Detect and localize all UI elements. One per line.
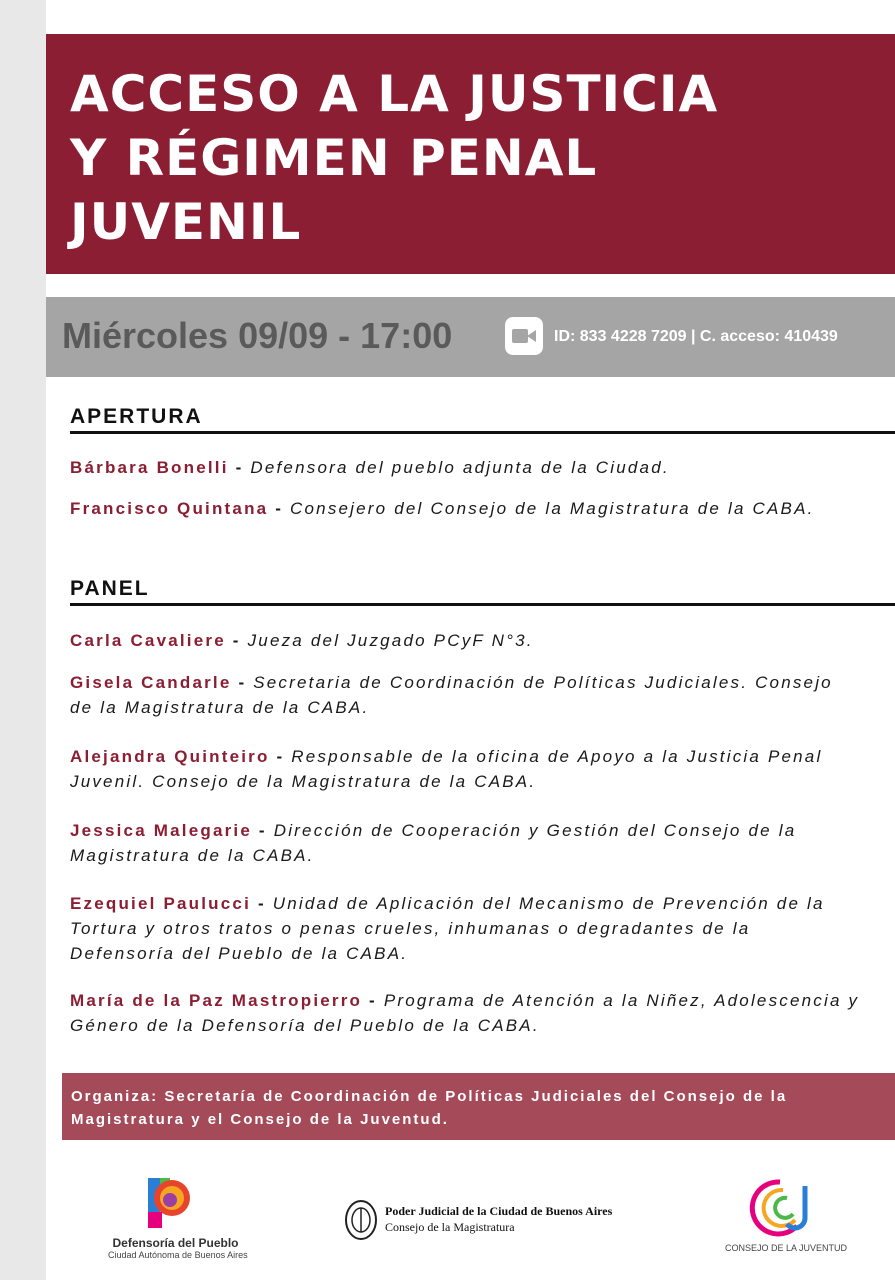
speaker-name: Ezequiel Paulucci: [70, 894, 252, 913]
speaker-name: Carla Cavaliere: [70, 631, 226, 650]
speaker-name: Alejandra Quinteiro: [70, 747, 270, 766]
section-heading-panel: PANEL: [70, 577, 895, 606]
speaker-name: Francisco Quintana: [70, 499, 269, 518]
speaker-role: Programa de Atención a la Niñez, Adolescencia y Género de la Defensoría del Pueblo de la CABA.: [70, 991, 860, 1035]
speaker-role: Unidad de Aplicación del Mecanismo de Prevención de la Tortura y otros tratos o penas crueles, inhumanas o degradantes de la Defensoría del Pueblo de la CABA.: [70, 894, 825, 963]
speaker-role: Responsable de la oficina de Apoyo a la Justicia Penal Juvenil. Consejo de la Magistratura de la CABA.: [70, 747, 823, 791]
title-line-2: Y RÉGIMEN PENAL: [70, 129, 598, 187]
speaker-entry: Jessica Malegarie - Dirección de Cooperación y Gestión del Consejo de la Magistratura de la CABA.: [70, 821, 797, 865]
speaker-name: Bárbara Bonelli: [70, 458, 229, 477]
speaker-role: Secretaria de Coordinación de Políticas Judiciales. Consejo de la Magistratura de la CABA.: [70, 673, 833, 717]
event-date-time: Miércoles 09/09 - 17:00: [62, 315, 453, 356]
poder-judicial-subtitle: Consejo de la Magistratura: [385, 1220, 515, 1234]
speaker-role: Defensora del pueblo adjunta de la Ciudad.: [250, 458, 670, 477]
coat-of-arms-icon: [343, 1196, 379, 1242]
title-line-3: JUVENIL: [70, 193, 302, 251]
title-banner: [46, 34, 895, 274]
speaker-entry: Alejandra Quinteiro - Responsable de la oficina de Apoyo a la Justicia Penal Juvenil. Consejo de la Magistratura de la CABA.: [70, 747, 823, 791]
speaker-name: Jessica Malegarie: [70, 821, 252, 840]
meeting-id: ID: 833 4228 7209 | C. acceso: 410439: [554, 328, 838, 345]
speaker-role: Jueza del Juzgado PCyF N°3.: [247, 631, 534, 650]
title-line-1: ACCESO A LA JUSTICIA: [70, 65, 719, 123]
event-info-bar: [46, 297, 895, 377]
poder-judicial-name: Poder Judicial de la Ciudad de Buenos Aires: [385, 1204, 613, 1218]
defensoria-name: Defensoría del Pueblo: [112, 1236, 239, 1250]
organizer-banner: [62, 1073, 895, 1140]
consejo-juventud-logo-mark: [725, 1176, 835, 1238]
defensoria-logo: [108, 1176, 248, 1261]
page-title: [70, 62, 718, 254]
consejo-juventud-name: CONSEJO DE LA JUVENTUD: [725, 1243, 848, 1253]
poder-judicial-logo: [343, 1196, 643, 1244]
speaker-entry: Bárbara Bonelli - Defensora del pueblo adjunta de la Ciudad.: [70, 458, 670, 477]
speaker-entry: Gisela Candarle - Secretaria de Coordinación de Políticas Judiciales. Consejo de la Magistratura de la CABA.: [70, 673, 833, 717]
speaker-role: Dirección de Cooperación y Gestión del Consejo de la Magistratura de la CABA.: [70, 821, 797, 865]
speaker-entry: María de la Paz Mastropierro - Programa de Atención a la Niñez, Adolescencia y Género de la Defensoría del Pueblo de la CABA.: [70, 991, 860, 1035]
speaker-role: Consejero del Consejo de la Magistratura de la CABA.: [290, 499, 815, 518]
speaker-name: Gisela Candarle: [70, 673, 232, 692]
organizer-text: Organiza: Secretaría de Coordinación de Políticas Judiciales del Consejo de la Magistratura y el Consejo de la Juventud.: [71, 1088, 788, 1128]
speaker-entry: Ezequiel Paulucci - Unidad de Aplicación del Mecanismo de Prevención de la Tortura y otros tratos o penas crueles, inhumanas o degradantes de la Defensoría del Pueblo de la CABA.: [70, 894, 825, 963]
defensoria-subtitle: Ciudad Autónoma de Buenos Aires: [108, 1250, 248, 1260]
section-heading-apertura: APERTURA: [70, 405, 895, 434]
video-camera-icon: [505, 317, 543, 355]
defensoria-logo-mark: [108, 1176, 243, 1231]
speaker-entry: Francisco Quintana - Consejero del Consejo de la Magistratura de la CABA.: [70, 499, 815, 518]
speaker-name: María de la Paz Mastropierro: [70, 991, 363, 1010]
speaker-entry: Carla Cavaliere - Jueza del Juzgado PCyF N°3.: [70, 631, 534, 650]
consejo-juventud-logo: [725, 1176, 848, 1261]
